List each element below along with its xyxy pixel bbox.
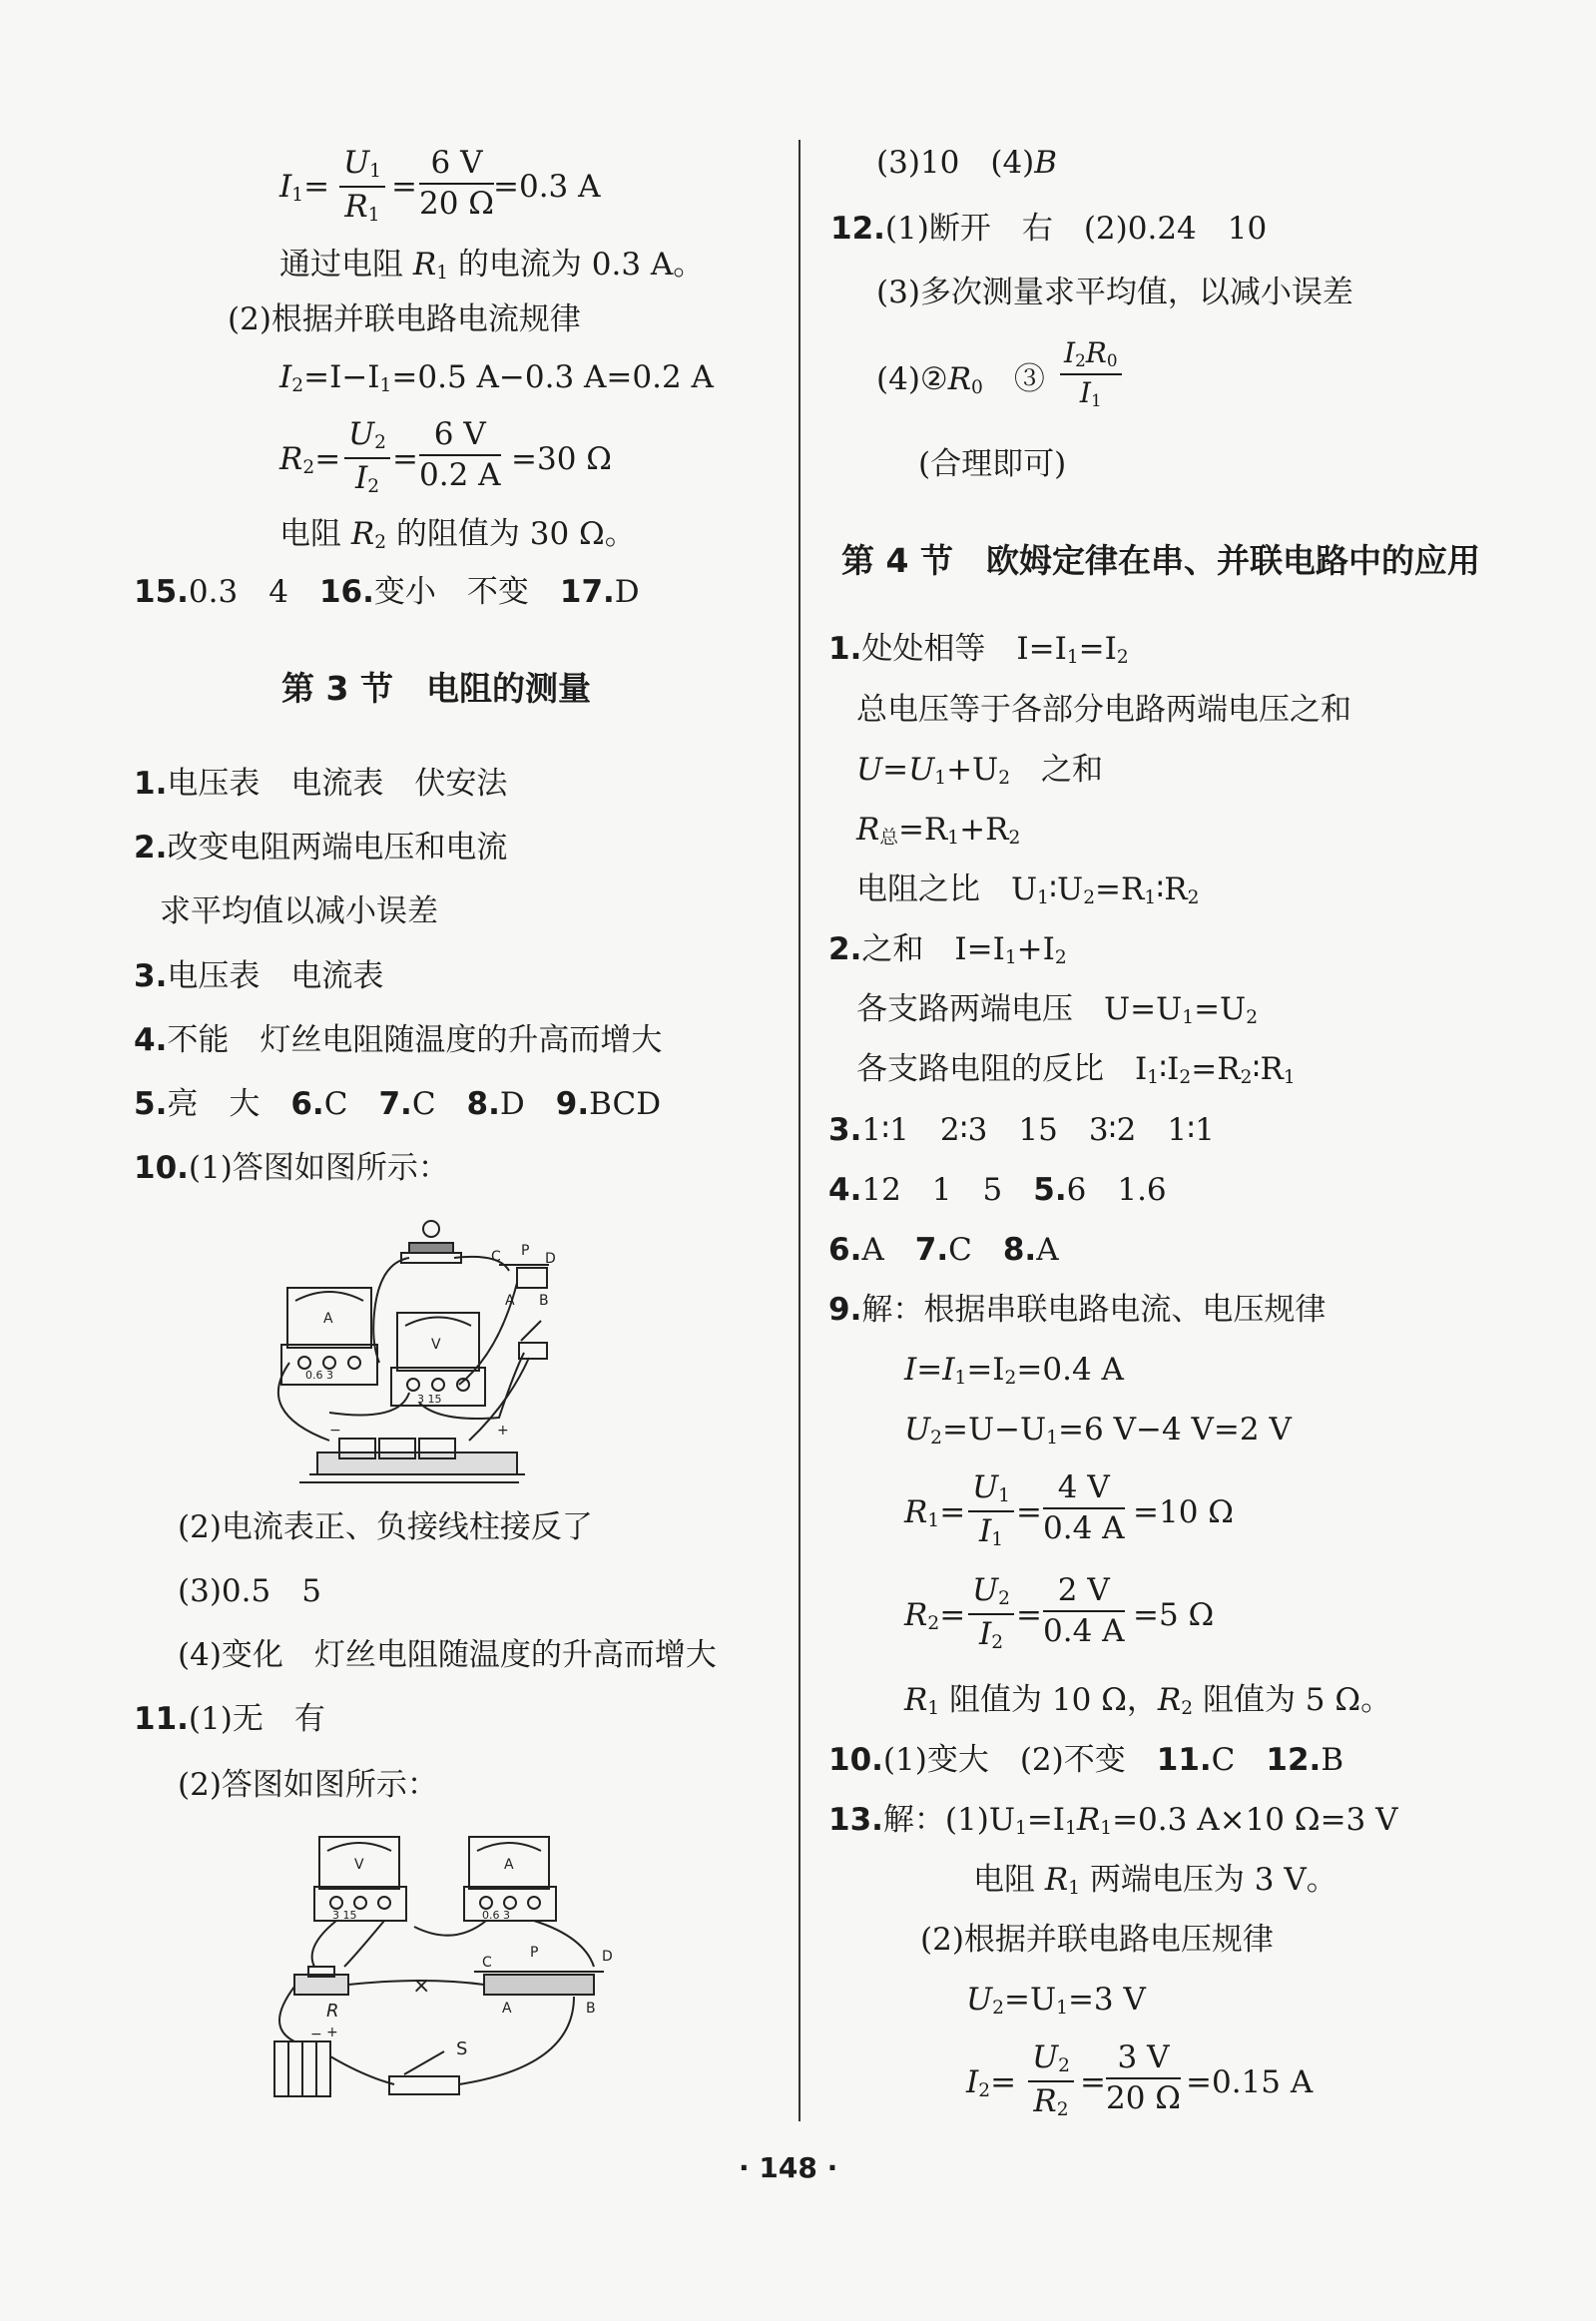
answer-3: 3.电压表 电流表 — [134, 958, 384, 994]
eq-result: =10 Ω — [1133, 1494, 1234, 1530]
eq-i2: $I_2=I-I_1=0.5$ A−0.3 A=0.2 A — [279, 359, 714, 396]
eq-sign: = — [392, 441, 418, 477]
eq-r2: $R_2=$ — [279, 441, 341, 478]
answer-2-cont: 求平均值以减小误差 — [160, 893, 438, 929]
eq-sign: = — [1080, 2064, 1106, 2100]
eq-sign: = — [1016, 1494, 1042, 1530]
eq-result: =0.15 A — [1186, 2064, 1314, 2100]
answer-2: 2.改变电阻两端电压和电流 — [134, 830, 508, 866]
answers-10-12: 10.(1)变大 (2)不变 11.C 12.B — [828, 1742, 1344, 1778]
answer-11-2: (2)答图如图所示： — [178, 1767, 438, 1803]
label-p: P — [530, 1945, 539, 1961]
fraction-i2r0-i1: $\frac{I_2R_0}{I_1}$ — [1060, 339, 1122, 409]
answer-10-2: (2)电流表正、负接线柱接反了 — [178, 1509, 593, 1545]
label-c: C — [482, 1955, 492, 1971]
bulb-icon — [423, 1221, 439, 1237]
label-a: A — [502, 2001, 512, 2017]
answer-13-cont: 电阻 $R_1$ 两端电压为 3 V。 — [973, 1862, 1337, 1899]
fraction-u1-r1: $\frac{U_1}{R_1}$ — [339, 148, 385, 225]
ammeter-label: A — [504, 1857, 514, 1873]
answer-9-eq1: $I=I_1=I_2=0.4$ A — [904, 1352, 1124, 1389]
fraction-u2-i2: $\frac{U_2}{I_2}$ — [344, 419, 390, 496]
answer-11-34: (3)10 (4)B — [876, 145, 1058, 181]
eq-i1: $I_1=$ — [279, 169, 330, 206]
ammeter-label: A — [323, 1311, 333, 1327]
fraction-u2-r2: $\frac{U_2}{R_2}$ — [1028, 2042, 1074, 2119]
fraction-3v-20ohm: $\frac{3 V}{20 \Omega}$ — [1106, 2039, 1182, 2116]
voltmeter-label: V — [354, 1857, 364, 1873]
answers-6-8: 6.A 7.C 8.A — [828, 1232, 1059, 1268]
cross-mark: × — [412, 1974, 431, 1999]
answer-13-2: (2)根据并联电路电压规律 — [920, 1922, 1274, 1958]
label-d: D — [545, 1251, 556, 1267]
plus-sign: + — [497, 1423, 509, 1439]
eq-sign: = — [1016, 1597, 1042, 1633]
reasonable-note: (合理即可) — [918, 446, 1067, 482]
answer-12: 12.(1)断开 右 (2)0.24 10 — [830, 211, 1268, 247]
fraction-4v-04a: $\frac{4 V}{0.4 A}$ — [1043, 1469, 1125, 1546]
answer-10-4: (4)变化 灯丝电阻随温度的升高而增大 — [178, 1637, 717, 1673]
answers-15-17: 15.0.3 4 16.变小 不变 17.D — [134, 574, 640, 610]
answer-1-ratio: 电阻之比 $U_1∶U_2=R_1∶R_2$ — [856, 871, 1200, 908]
circuit-diagram-2 — [274, 1827, 624, 2111]
answer-1-r: $R_总=R_1+R_2$ — [856, 812, 1021, 849]
answer-13: 13.解：$(1)U_1=I_1R_1=0.3$ A×10 Ω=3 V — [828, 1802, 1398, 1839]
answer-10: 10.(1)答图如图所示： — [134, 1150, 449, 1186]
ammeter-scale: 0.6 3 — [482, 1909, 510, 1922]
text-line: 通过电阻 $R_1$ 的电流为 0.3 A。 — [279, 247, 705, 284]
text-line: 电阻 $R_2$ 的阻值为 30 Ω。 — [279, 516, 636, 553]
answer-1: 1.电压表 电流表 伏安法 — [134, 766, 508, 802]
fraction-6v-02a: $\frac{6 V}{0.2 A}$ — [419, 416, 501, 493]
answers-5-9: 5.亮 大 6.C 7.C 8.D 9.BCD — [134, 1086, 662, 1122]
voltmeter-scale: 3 15 — [332, 1909, 357, 1922]
fraction-6v-20ohm: $\frac{6 V}{20 \Omega}$ — [419, 145, 495, 222]
eq-result: =5 Ω — [1133, 1597, 1215, 1633]
answer-1: 1.处处相等 $I=I_1=I_2$ — [828, 631, 1129, 668]
fraction-u1-i1: $\frac{U_1}{I_1}$ — [968, 1472, 1014, 1549]
answer-9-r1: $R_1=$ — [904, 1494, 966, 1531]
answer-2-cont: 各支路两端电压 $U=U_1=U_2$ — [856, 991, 1259, 1028]
answer-12-4: $(4)②R_0$ ③ — [876, 361, 1045, 398]
fraction-u2-i2: $\frac{U_2}{I_2}$ — [968, 1575, 1014, 1652]
label-c: C — [491, 1249, 501, 1265]
answer-13-i2: $I_2=$ — [966, 2064, 1017, 2101]
page-number: · 148 · — [739, 2151, 838, 2184]
answer-9-eq2: $U_2=U-U_1=6$ V−4 V=2 V — [904, 1412, 1292, 1449]
answer-9-conclusion: $R_1$ 阻值为 10 Ω，$R_2$ 阻值为 5 Ω。 — [904, 1682, 1392, 1719]
section-heading: 第 3 节 电阻的测量 — [281, 669, 591, 708]
answer-11: 11.(1)无 有 — [134, 1701, 325, 1737]
label-s: S — [456, 2038, 468, 2059]
answer-12-3: (3)多次测量求平均值，以减小误差 — [876, 275, 1353, 310]
answer-1-eq: $U=U_1+U_2$ 之和 — [856, 752, 1104, 789]
answer-4: 4.不能 灯丝电阻随温度的升高而增大 — [134, 1022, 663, 1058]
voltmeter-scale: 3 15 — [417, 1393, 442, 1406]
answer-9: 9.解：根据串联电路电流、电压规律 — [828, 1292, 1327, 1328]
label-b: B — [539, 1293, 549, 1309]
section-heading: 第 4 节 欧姆定律在串、并联电路中的应用 — [841, 541, 1480, 580]
eq-result: =0.3 A — [493, 169, 601, 205]
label-b: B — [586, 2001, 596, 2017]
ammeter-scale: 0.6 3 — [305, 1369, 333, 1382]
text-line: (2)根据并联电路电流规律 — [228, 301, 581, 337]
minus-sign: − — [329, 1423, 341, 1439]
label-p: P — [521, 1243, 530, 1259]
answer-9-r2: $R_2=$ — [904, 1597, 966, 1634]
answer-1-cont: 总电压等于各部分电路两端电压之和 — [856, 692, 1351, 728]
answer-3: 3.1∶1 2∶3 15 3∶2 1∶1 — [828, 1112, 1215, 1148]
label-d: D — [602, 1949, 613, 1965]
circuit-diagram-1 — [260, 1213, 556, 1512]
minus-sign: − — [310, 2027, 322, 2042]
answers-4-5: 4.12 1 5 5.6 1.6 — [828, 1172, 1167, 1208]
voltmeter-label: V — [431, 1337, 441, 1353]
eq-result: =30 Ω — [511, 441, 612, 477]
label-a: A — [505, 1293, 515, 1309]
plus-sign: + — [326, 2025, 338, 2040]
answer-2: 2.之和 $I=I_1+I_2$ — [828, 931, 1067, 968]
eq-sign: = — [391, 169, 417, 205]
column-divider — [798, 140, 800, 2121]
answer-10-3: (3)0.5 5 — [178, 1573, 321, 1609]
fraction-2v-04a: $\frac{2 V}{0.4 A}$ — [1043, 1572, 1125, 1649]
answer-2-ratio: 各支路电阻的反比 $I_1∶I_2=R_2∶R_1$ — [856, 1051, 1296, 1088]
label-r: R — [326, 2001, 339, 2022]
answer-13-eq: $U_2=U_1=3$ V — [966, 1982, 1146, 2019]
